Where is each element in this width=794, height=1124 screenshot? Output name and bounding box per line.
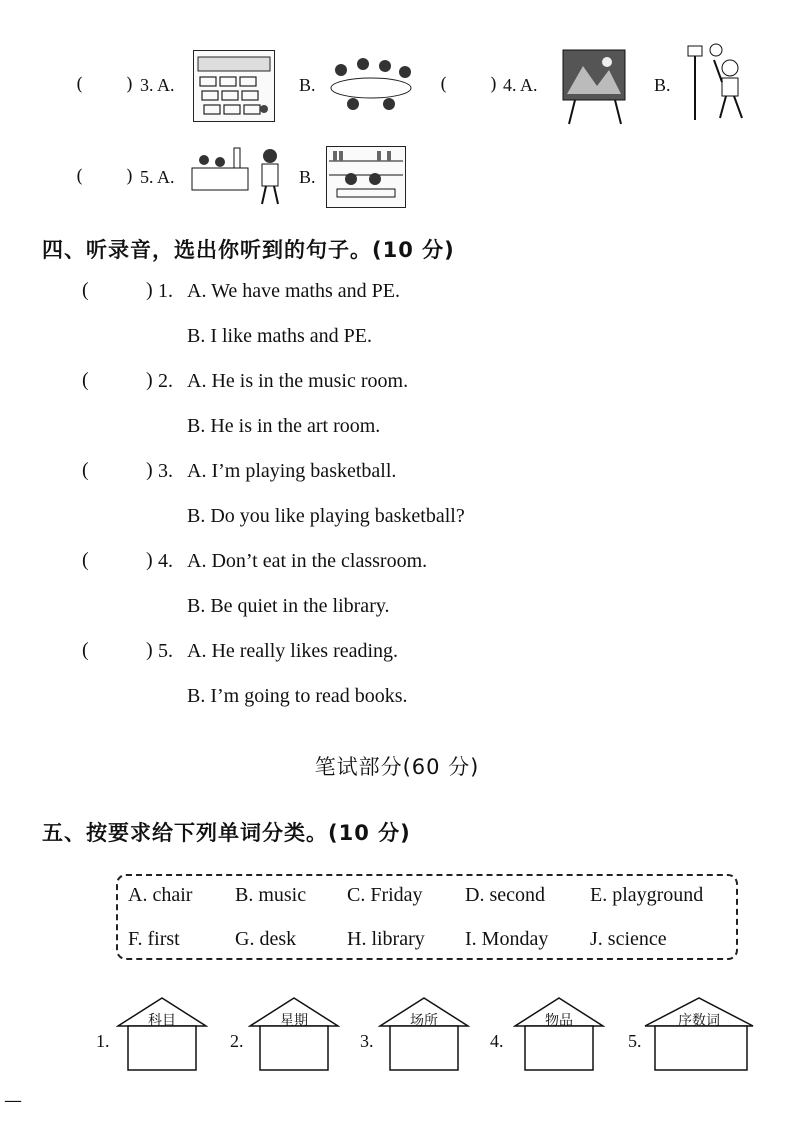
word-item: B. music (235, 884, 307, 906)
house-number: 5. (628, 1031, 642, 1051)
answer-paren-open: ( (82, 459, 89, 481)
word-bank-box (116, 874, 738, 960)
section-4-heading: 四、听录音，选出你听到的句子。(10 分) (42, 238, 455, 262)
answer-paren-close: ) (146, 279, 153, 301)
item-3-label: 3. A. (140, 75, 175, 95)
word-item: A. chair (128, 884, 193, 906)
answer-paren-open: ( (82, 639, 89, 661)
science-lab-picture (190, 142, 290, 206)
word-item: J. science (590, 928, 667, 950)
word-item: F. first (128, 928, 180, 950)
option-b: B. Be quiet in the library. (187, 595, 390, 617)
option-a: A. He really likes reading. (187, 640, 399, 662)
answer-paren-open: ( (76, 166, 84, 187)
question-number: 5. (158, 640, 173, 662)
category-house-places[interactable] (378, 996, 470, 1074)
house-label: 场所 (410, 1013, 438, 1029)
item-4-option-b: B. (654, 75, 671, 95)
answer-paren-close: ) (146, 549, 153, 571)
category-house-objects[interactable] (513, 996, 605, 1074)
answer-paren-open: ( (440, 74, 448, 95)
word-item: E. playground (590, 884, 704, 906)
item-5-label: 5. A. (140, 167, 175, 187)
classroom-desks-picture (193, 50, 275, 122)
footer-mark: — (4, 1090, 22, 1111)
item-4-label: 4. A. (503, 75, 538, 95)
house-label: 科目 (148, 1013, 176, 1029)
answer-paren-open: ( (82, 549, 89, 571)
answer-paren-open: ( (82, 279, 89, 301)
section-5-heading: 五、按要求给下列单词分类。(10 分) (42, 821, 411, 845)
question-number: 3. (158, 460, 173, 482)
option-a: A. Don’t eat in the classroom. (187, 550, 428, 572)
question-number: 1. (158, 280, 173, 302)
option-a: A. He is in the music room. (187, 370, 409, 392)
option-b: B. Do you like playing basketball? (187, 505, 465, 527)
written-part-title: 笔试部分(60 分) (314, 755, 480, 779)
painting-picture (561, 46, 629, 126)
option-b: B. I’m going to read books. (187, 685, 408, 707)
option-b: B. He is in the art room. (187, 415, 381, 437)
word-item: I. Monday (465, 928, 549, 950)
item-5-option-b: B. (299, 167, 316, 187)
category-house-ordinals[interactable] (643, 996, 755, 1074)
answer-paren-close: ) (490, 74, 498, 95)
answer-paren-open: ( (82, 369, 89, 391)
house-label: 序数词 (678, 1013, 720, 1029)
category-house-subjects[interactable] (116, 996, 208, 1074)
answer-paren-close: ) (146, 639, 153, 661)
answer-paren-close: ) (146, 369, 153, 391)
word-item: H. library (347, 928, 425, 950)
house-number: 4. (490, 1031, 504, 1051)
students-eating-picture (323, 48, 419, 114)
answer-paren-open: ( (76, 74, 84, 95)
house-label: 物品 (545, 1013, 573, 1029)
category-house-weekdays[interactable] (248, 996, 340, 1074)
word-item: C. Friday (347, 884, 423, 906)
answer-paren-close: ) (146, 459, 153, 481)
item-3-option-b: B. (299, 75, 316, 95)
question-number: 4. (158, 550, 173, 572)
answer-paren-close: ) (126, 74, 134, 95)
house-number: 1. (96, 1031, 110, 1051)
option-b: B. I like maths and PE. (187, 325, 372, 347)
answer-paren-close: ) (126, 166, 134, 187)
option-a: A. I’m playing basketball. (187, 460, 397, 482)
word-item: G. desk (235, 928, 297, 950)
house-label: 星期 (280, 1013, 308, 1029)
house-number: 3. (360, 1031, 374, 1051)
boy-basketball-picture (686, 40, 750, 126)
house-number: 2. (230, 1031, 244, 1051)
word-item: D. second (465, 884, 545, 906)
question-number: 2. (158, 370, 173, 392)
option-a: A. We have maths and PE. (187, 280, 400, 302)
library-reading-picture (326, 146, 406, 208)
